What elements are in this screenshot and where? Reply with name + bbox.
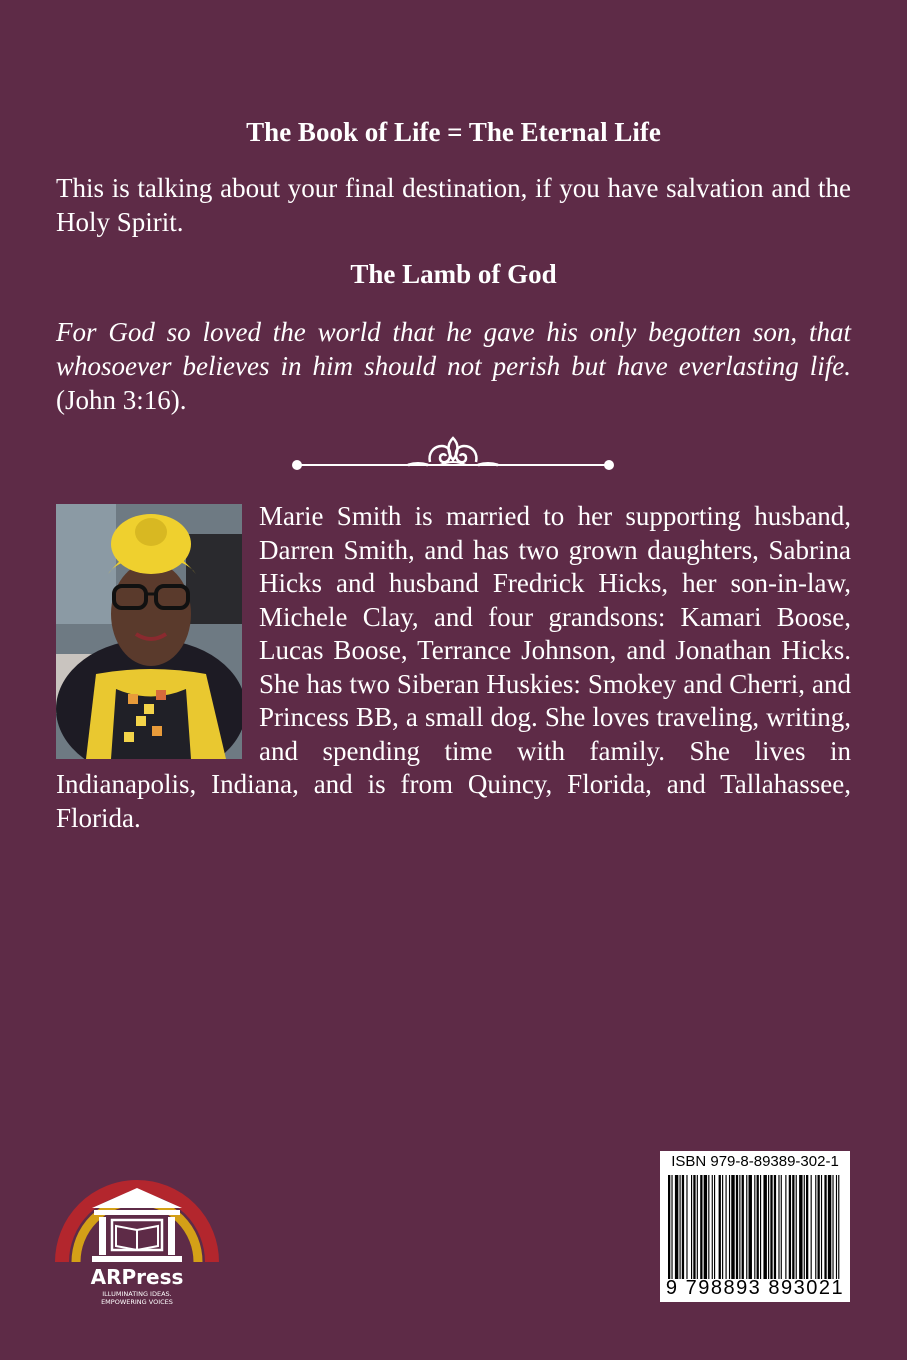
barcode-bar	[746, 1175, 747, 1279]
barcode-bar	[821, 1175, 822, 1279]
barcode-bar	[700, 1175, 702, 1279]
ornament-divider-icon	[290, 432, 616, 476]
publisher-tagline-1: ILLUMINATING IDEAS.	[102, 1290, 172, 1298]
barcode-bar	[763, 1175, 766, 1279]
barcode-bar	[731, 1175, 734, 1279]
quote-citation: (John 3:16).	[56, 385, 187, 415]
isbn-digits: 9 798893 893021	[665, 1277, 845, 1299]
barcode-bar	[686, 1175, 687, 1279]
barcode-bar	[774, 1175, 776, 1279]
quote-text: For God so loved the world that he gave his only begotten son, that whosoever believes in him should not perish but have everlasting life.	[56, 317, 851, 381]
barcode-bar	[671, 1175, 672, 1279]
barcode-bar	[781, 1175, 782, 1279]
barcode-bar	[742, 1175, 744, 1279]
barcode-bar	[675, 1175, 678, 1279]
barcode-bar	[714, 1175, 715, 1279]
scripture-quote	[56, 315, 851, 417]
barcode-bar	[693, 1175, 695, 1279]
barcode-bar	[838, 1175, 839, 1279]
barcode-bar	[722, 1175, 723, 1279]
author-bio	[56, 500, 851, 835]
barcode-bar	[789, 1175, 791, 1279]
barcode-bar	[806, 1175, 808, 1279]
barcode-bar	[804, 1175, 805, 1279]
barcode-bar	[719, 1175, 721, 1279]
barcode-bar	[836, 1175, 837, 1279]
barcode-bar	[749, 1175, 752, 1279]
barcode-bar	[704, 1175, 707, 1279]
section-heading-lamb-of-god: The Lamb of God	[350, 259, 557, 289]
barcode-bar	[778, 1175, 779, 1279]
barcode-bar	[697, 1175, 698, 1279]
barcode-bar	[712, 1175, 713, 1279]
barcode-bar	[768, 1175, 769, 1279]
barcode-bar	[708, 1175, 709, 1279]
barcode-bar	[832, 1175, 833, 1279]
barcode-bar	[792, 1175, 794, 1279]
barcode-bar	[818, 1175, 820, 1279]
section-heading-book-of-life: The Book of Life = The Eternal Life	[246, 117, 661, 147]
barcode-bar	[770, 1175, 772, 1279]
barcode-bar	[691, 1175, 692, 1279]
barcode-bar	[680, 1175, 681, 1279]
barcode-bar	[824, 1175, 826, 1279]
barcode-bar	[668, 1175, 670, 1279]
isbn-barcode	[660, 1151, 850, 1302]
arpress-logo-icon	[52, 1150, 222, 1310]
barcode-bar	[754, 1175, 755, 1279]
barcode-bar	[811, 1175, 812, 1279]
barcode-bar	[729, 1175, 730, 1279]
barcode-bar	[739, 1175, 740, 1279]
publisher-tagline-2: EMPOWERING VOICES	[101, 1298, 173, 1306]
barcode-bar	[736, 1175, 738, 1279]
barcode-bar	[796, 1175, 797, 1279]
barcode-bars-icon	[668, 1175, 842, 1279]
barcode-bar	[815, 1175, 816, 1279]
section-body-final-destination: This is talking about your final destination, if you have salvation and the Holy Spirit.	[56, 173, 851, 237]
barcode-bar	[726, 1175, 727, 1279]
barcode-bar	[828, 1175, 831, 1279]
barcode-bar	[799, 1175, 802, 1279]
isbn-label: ISBN 979-8-89389-302-1	[671, 1153, 839, 1170]
barcode-bar	[757, 1175, 759, 1279]
barcode-bar	[785, 1175, 786, 1279]
publisher-name: ARPress	[90, 1265, 184, 1289]
barcode-bar	[760, 1175, 761, 1279]
barcode-bar	[682, 1175, 684, 1279]
author-bio-text: Marie Smith is married to her supporting husband, Darren Smith, and has two grown daughters, Sabrina Hicks and husband Fredrick Hicks, her son-in-law, Michele Clay, and four grandsons: Kamari Boose, Lucas Boose, Terrance Johnson, and Jonathan Hicks. She has two Siberan Huskies: Smokey and Cherri, and Princess BB, a small dog. She loves traveling, writing, and spending time with family. She lives in Indianapolis, Indiana, and is from Quincy, Florida, and Tallahassee, Florida.	[56, 501, 851, 833]
